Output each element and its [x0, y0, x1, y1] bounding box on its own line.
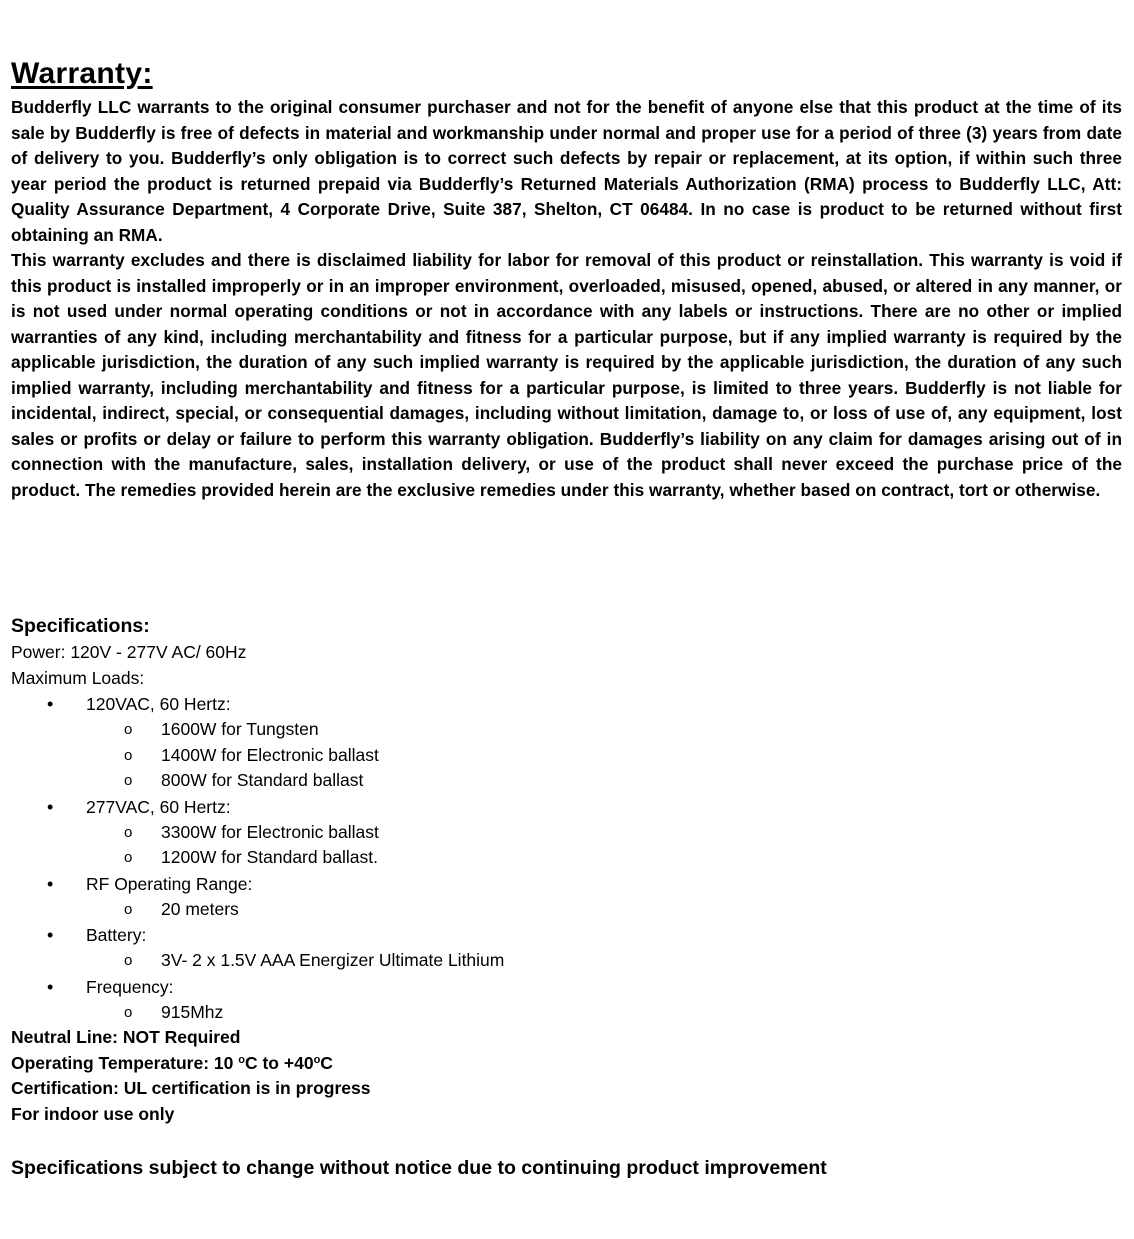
spec-sub-list [86, 948, 1122, 974]
spec-sub-item [86, 768, 1122, 794]
spec-bold-lines [11, 1025, 1122, 1127]
indoor-use-spec: For indoor use only [11, 1103, 175, 1124]
circle-bullet-icon: o [124, 849, 133, 867]
spec-sub-list [86, 897, 1122, 923]
bullet-icon: • [47, 976, 54, 997]
certification-spec: Certification: UL certification is in progress [11, 1078, 371, 1099]
warranty-paragraph-1: Budderfly LLC warrants to the original consumer purchaser and not for the benefit of anyone else that this product at the time of its sale by Budderfly is free of defects in material and workmanship under normal and proper use for a period of three (3) years from date of delivery to you. Budderfly’s only obligation is to correct such defects by repair or replacement, at its option, if within such three year period the product is returned prepaid via Budderfly’s Returned Materials Authorization (RMA) process to Budderfly LLC, Att: Quality Assurance Department, 4 Corporate Drive, Suite 387, Shelton, CT 06484. In no case is product to be returned without first obtaining an RMA. [11, 97, 1122, 245]
spec-sub-item-text: 3300W for Electronic ballast [161, 821, 379, 842]
spec-sub-item-text: 20 meters [161, 898, 239, 919]
spec-sub-item [86, 717, 1122, 743]
spec-group-label: 120VAC, 60 Hertz: [86, 694, 231, 715]
spec-sub-item-text: 1200W for Standard ballast. [161, 847, 378, 868]
circle-bullet-icon: o [124, 1003, 133, 1021]
spec-group-label: 277VAC, 60 Hertz: [86, 796, 231, 817]
spec-group [11, 922, 1122, 974]
spec-group-label: RF Operating Range: [86, 873, 253, 894]
bullet-icon: • [47, 925, 54, 946]
spec-sub-list [86, 820, 1122, 871]
degree-symbol: o [238, 1053, 245, 1066]
spec-group-label: Battery: [86, 925, 147, 946]
spec-sub-item-text: 915Mhz [161, 1001, 224, 1022]
warranty-body [11, 95, 1122, 503]
spec-sub-item-text: 3V- 2 x 1.5V AAA Energizer Ultimate Lithium [161, 950, 505, 971]
circle-bullet-icon: o [124, 823, 133, 841]
operating-temperature-spec [11, 1051, 1122, 1077]
spec-group [11, 794, 1122, 871]
warranty-title: Warranty: [11, 57, 153, 90]
spec-sub-item-text: 1600W for Tungsten [161, 719, 319, 740]
spec-sub-list [86, 717, 1122, 794]
temp-prefix: Operating Temperature: 10 [11, 1052, 239, 1073]
spec-group-label: Frequency: [86, 976, 174, 997]
bullet-icon: • [47, 796, 54, 817]
circle-bullet-icon: o [124, 772, 133, 790]
spec-group [11, 691, 1122, 794]
spec-sub-item-text: 1400W for Electronic ballast [161, 744, 379, 765]
spec-sub-item-text: 800W for Standard ballast [161, 770, 364, 791]
spec-sub-list [86, 1000, 1122, 1026]
spec-sub-item [86, 897, 1122, 923]
specifications-title: Specifications: [11, 615, 150, 637]
circle-bullet-icon: o [124, 900, 133, 918]
circle-bullet-icon: o [124, 952, 133, 970]
temp-mid: C to +40 [244, 1052, 314, 1073]
circle-bullet-icon: o [124, 721, 133, 739]
warranty-paragraph-2: This warranty excludes and there is disclaimed liability for labor for removal of this product or reinstallation. This warranty is void if this product is installed improperly or in an improper environment, overloaded, misused, opened, abused, or altered in any manner, or is not used under normal operating conditions or not in accordance with any labels or instructions. There are no other or implied warranties of any kind, including merchantability and fitness for a particular purpose, but if any implied warranty is required by the applicable jurisdiction, the duration of any such implied warranty is required by the applicable jurisdiction, the duration of any such implied warranty, including merchantability and fitness for a particular purpose, is limited to three years. Budderfly is not liable for incidental, indirect, special, or consequential damages, including without limitation, damage to, or loss of use of, any equipment, lost sales or profits or delay or failure to perform this warranty obligation. Budderfly’s liability on any claim for damages arising out of in connection with the manufacture, sales, installation delivery, or use of the product shall never exceed the purchase price of the product. The remedies provided herein are the exclusive remedies under this warranty, whether based on contract, tort or otherwise. [11, 250, 1122, 500]
bullet-icon: • [47, 694, 54, 715]
spec-sub-item [86, 820, 1122, 846]
bullet-icon: • [47, 873, 54, 894]
spec-sub-item [86, 743, 1122, 769]
spec-bullet-list [11, 691, 1122, 1025]
max-loads-label: Maximum Loads: [11, 667, 145, 688]
spec-sub-item [86, 1000, 1122, 1026]
change-notice: Specifications subject to change without notice due to continuing product improvement [11, 1157, 827, 1179]
spec-group [11, 871, 1122, 923]
specifications-section [11, 612, 1122, 1128]
temp-suffix: C [320, 1052, 333, 1073]
spec-sub-item [86, 948, 1122, 974]
circle-bullet-icon: o [124, 746, 133, 764]
spec-sub-item [86, 845, 1122, 871]
spec-group [11, 974, 1122, 1026]
power-spec: Power: 120V - 277V AC/ 60Hz [11, 642, 247, 662]
neutral-line-spec: Neutral Line: NOT Required [11, 1027, 241, 1048]
degree-symbol: o [313, 1053, 321, 1066]
